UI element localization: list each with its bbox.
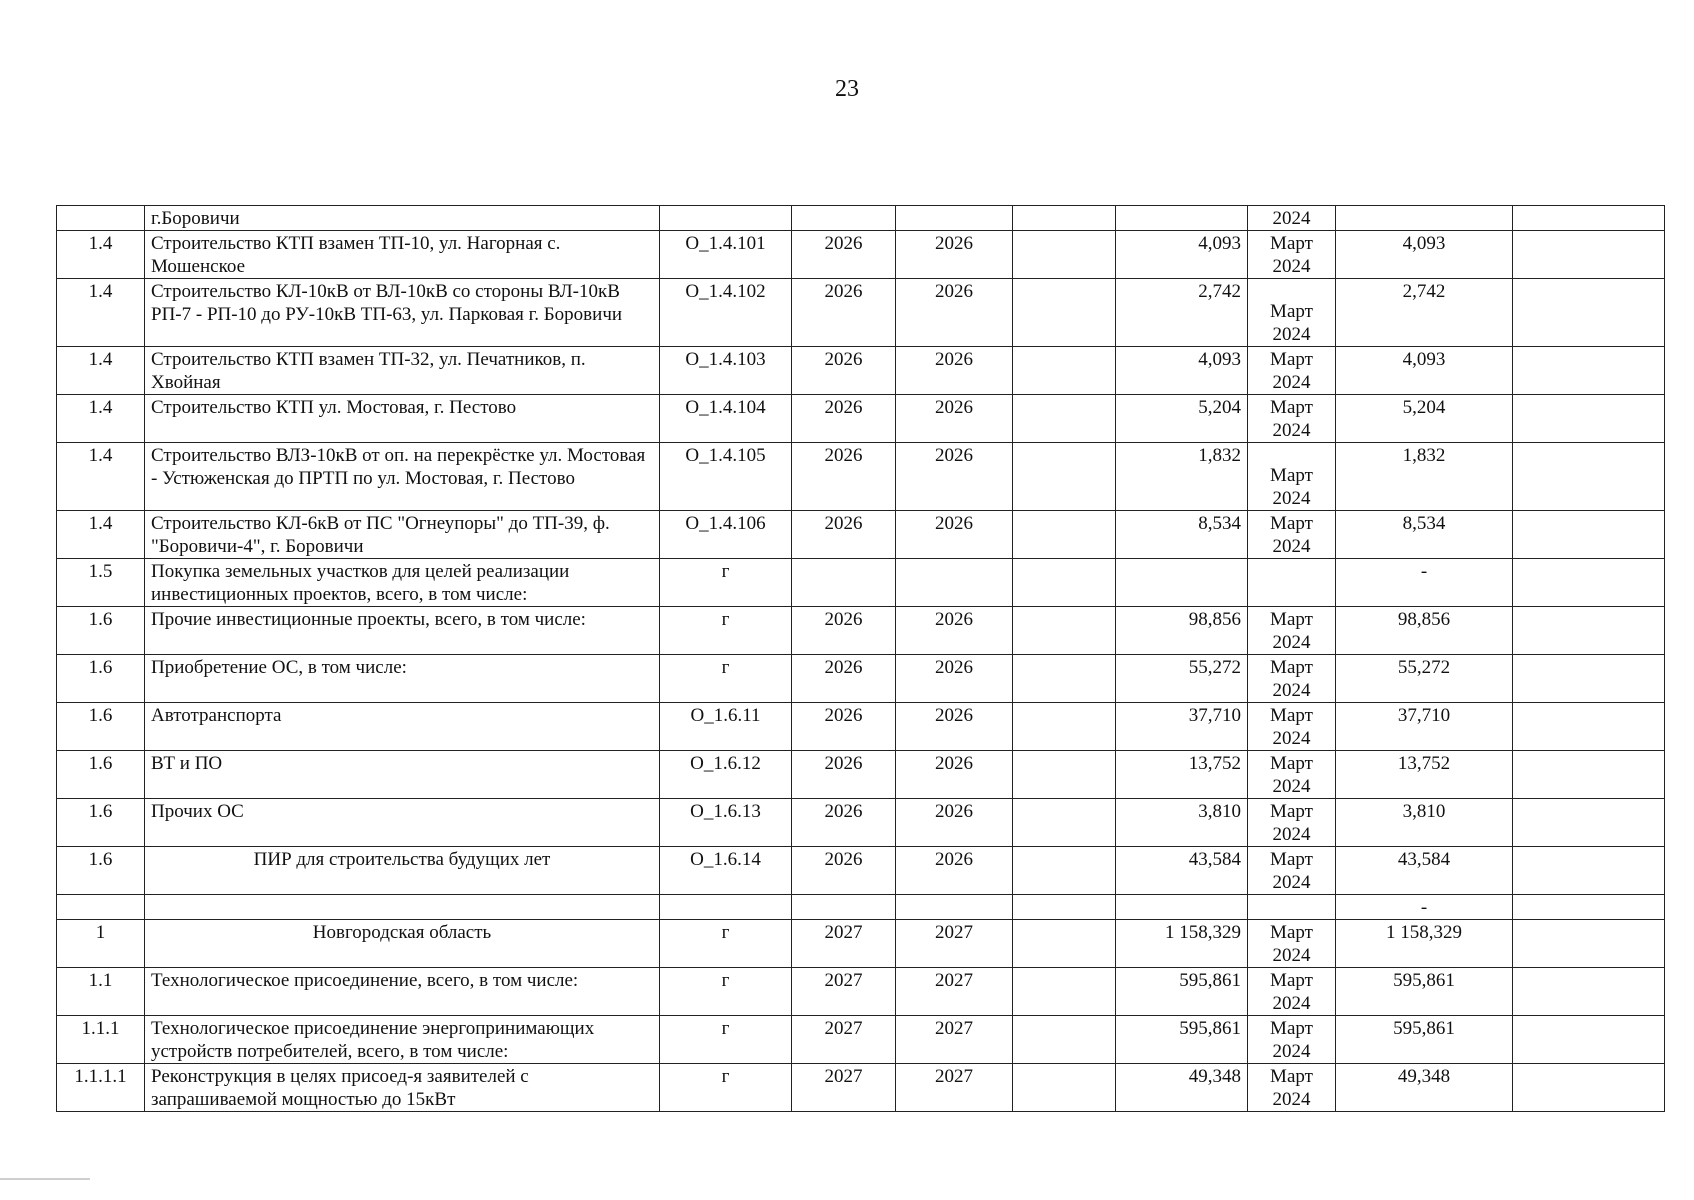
financing-value: 43,584 bbox=[1336, 847, 1513, 895]
cost-value bbox=[1116, 559, 1248, 607]
row-number: 1.1.1 bbox=[57, 1016, 145, 1064]
end-year bbox=[896, 559, 1013, 607]
cost-value: 49,348 bbox=[1116, 1064, 1248, 1112]
project-name: Строительство КЛ-6кВ от ПС "Огнеупоры" до ТП-39, ф. "Боровичи-4", г. Боровичи bbox=[145, 511, 660, 559]
project-code: г bbox=[660, 1064, 792, 1112]
financing-value: 5,204 bbox=[1336, 395, 1513, 443]
start-year: 2027 bbox=[792, 1016, 896, 1064]
project-code: О_1.4.105 bbox=[660, 443, 792, 511]
start-year: 2026 bbox=[792, 511, 896, 559]
end-year: 2027 bbox=[896, 920, 1013, 968]
row-number: 1.6 bbox=[57, 847, 145, 895]
financing-value: 4,093 bbox=[1336, 347, 1513, 395]
table-row bbox=[57, 968, 1665, 1016]
empty-cell bbox=[1013, 655, 1116, 703]
cost-value: 595,861 bbox=[1116, 968, 1248, 1016]
empty-cell bbox=[1013, 511, 1116, 559]
project-code: О_1.6.13 bbox=[660, 799, 792, 847]
table-row bbox=[57, 799, 1665, 847]
empty-cell bbox=[1013, 1016, 1116, 1064]
row-number: 1.5 bbox=[57, 559, 145, 607]
project-name: Автотранспорта bbox=[145, 703, 660, 751]
start-year: 2026 bbox=[792, 231, 896, 279]
start-year bbox=[792, 206, 896, 231]
project-name: Технологическое присоединение, всего, в том числе: bbox=[145, 968, 660, 1016]
price-date: Март 2024 bbox=[1248, 655, 1336, 703]
start-year: 2027 bbox=[792, 968, 896, 1016]
cost-value: 4,093 bbox=[1116, 347, 1248, 395]
table-row bbox=[57, 607, 1665, 655]
start-year: 2026 bbox=[792, 703, 896, 751]
investment-table bbox=[56, 205, 1665, 1112]
notes-cell bbox=[1513, 559, 1665, 607]
financing-value: 595,861 bbox=[1336, 1016, 1513, 1064]
end-year: 2026 bbox=[896, 703, 1013, 751]
start-year: 2026 bbox=[792, 799, 896, 847]
project-name bbox=[145, 895, 660, 920]
price-date: Март 2024 bbox=[1248, 443, 1336, 511]
end-year: 2026 bbox=[896, 655, 1013, 703]
row-number: 1.6 bbox=[57, 751, 145, 799]
cost-value: 8,534 bbox=[1116, 511, 1248, 559]
table-row bbox=[57, 655, 1665, 703]
cost-value: 98,856 bbox=[1116, 607, 1248, 655]
table-body bbox=[57, 206, 1665, 1112]
start-year: 2026 bbox=[792, 395, 896, 443]
project-name: Строительство КТП взамен ТП-32, ул. Печатников, п. Хвойная bbox=[145, 347, 660, 395]
price-date: Март 2024 bbox=[1248, 511, 1336, 559]
notes-cell bbox=[1513, 847, 1665, 895]
cost-value bbox=[1116, 206, 1248, 231]
notes-cell bbox=[1513, 703, 1665, 751]
table-row bbox=[57, 395, 1665, 443]
notes-cell bbox=[1513, 607, 1665, 655]
end-year: 2027 bbox=[896, 1064, 1013, 1112]
cost-value: 55,272 bbox=[1116, 655, 1248, 703]
project-code: О_1.6.12 bbox=[660, 751, 792, 799]
end-year bbox=[896, 206, 1013, 231]
notes-cell bbox=[1513, 279, 1665, 347]
price-date: 2024 bbox=[1248, 206, 1336, 231]
price-date: Март 2024 bbox=[1248, 1016, 1336, 1064]
end-year: 2026 bbox=[896, 847, 1013, 895]
end-year: 2026 bbox=[896, 395, 1013, 443]
financing-value bbox=[1336, 206, 1513, 231]
financing-value: 4,093 bbox=[1336, 231, 1513, 279]
end-year bbox=[896, 895, 1013, 920]
financing-value: 55,272 bbox=[1336, 655, 1513, 703]
cost-value: 37,710 bbox=[1116, 703, 1248, 751]
empty-cell bbox=[1013, 703, 1116, 751]
empty-cell bbox=[1013, 751, 1116, 799]
end-year: 2027 bbox=[896, 968, 1013, 1016]
table-row bbox=[57, 231, 1665, 279]
project-name: г.Боровичи bbox=[145, 206, 660, 231]
project-code bbox=[660, 206, 792, 231]
row-number: 1.4 bbox=[57, 395, 145, 443]
end-year: 2026 bbox=[896, 347, 1013, 395]
table-row bbox=[57, 1016, 1665, 1064]
price-date bbox=[1248, 559, 1336, 607]
financing-value: 49,348 bbox=[1336, 1064, 1513, 1112]
row-number: 1.1.1.1 bbox=[57, 1064, 145, 1112]
financing-value: 1 158,329 bbox=[1336, 920, 1513, 968]
notes-cell bbox=[1513, 395, 1665, 443]
page-number: 23 bbox=[835, 76, 859, 102]
project-code: г bbox=[660, 968, 792, 1016]
cost-value: 1 158,329 bbox=[1116, 920, 1248, 968]
price-date: Март 2024 bbox=[1248, 231, 1336, 279]
empty-cell bbox=[1013, 607, 1116, 655]
project-name: Технологическое присоединение энергопринимающих устройств потребителей, всего, в том числе: bbox=[145, 1016, 660, 1064]
notes-cell bbox=[1513, 347, 1665, 395]
notes-cell bbox=[1513, 920, 1665, 968]
price-date: Март 2024 bbox=[1248, 920, 1336, 968]
cost-value: 2,742 bbox=[1116, 279, 1248, 347]
project-code: О_1.4.104 bbox=[660, 395, 792, 443]
row-number bbox=[57, 895, 145, 920]
project-name: Строительство ВЛЗ-10кВ от оп. на перекрёстке ул. Мостовая - Устюженская до ПРТП по ул. Мостовая, г. Пестово bbox=[145, 443, 660, 511]
table-row bbox=[57, 443, 1665, 511]
table-row bbox=[57, 279, 1665, 347]
project-code bbox=[660, 895, 792, 920]
project-name: Реконструкция в целях присоед-я заявителей с запрашиваемой мощностью до 15кВт bbox=[145, 1064, 660, 1112]
table-row bbox=[57, 895, 1665, 920]
row-number: 1.4 bbox=[57, 347, 145, 395]
row-number: 1.6 bbox=[57, 655, 145, 703]
price-date: Март 2024 bbox=[1248, 847, 1336, 895]
financing-value: 98,856 bbox=[1336, 607, 1513, 655]
row-number: 1.4 bbox=[57, 511, 145, 559]
price-date: Март 2024 bbox=[1248, 751, 1336, 799]
table-row bbox=[57, 206, 1665, 231]
start-year bbox=[792, 895, 896, 920]
row-number bbox=[57, 206, 145, 231]
empty-cell bbox=[1013, 443, 1116, 511]
start-year: 2026 bbox=[792, 751, 896, 799]
project-code: О_1.4.106 bbox=[660, 511, 792, 559]
row-number: 1.1 bbox=[57, 968, 145, 1016]
cost-value: 13,752 bbox=[1116, 751, 1248, 799]
row-number: 1.6 bbox=[57, 799, 145, 847]
notes-cell bbox=[1513, 1064, 1665, 1112]
table-row bbox=[57, 559, 1665, 607]
empty-cell bbox=[1013, 799, 1116, 847]
empty-cell bbox=[1013, 968, 1116, 1016]
notes-cell bbox=[1513, 206, 1665, 231]
financing-value: 595,861 bbox=[1336, 968, 1513, 1016]
table-row bbox=[57, 751, 1665, 799]
project-name: Строительство КТП взамен ТП-10, ул. Нагорная с. Мошенское bbox=[145, 231, 660, 279]
end-year: 2027 bbox=[896, 1016, 1013, 1064]
cost-value: 43,584 bbox=[1116, 847, 1248, 895]
financing-value: 3,810 bbox=[1336, 799, 1513, 847]
price-date: Март 2024 bbox=[1248, 799, 1336, 847]
start-year: 2026 bbox=[792, 847, 896, 895]
cost-value: 3,810 bbox=[1116, 799, 1248, 847]
cost-value: 4,093 bbox=[1116, 231, 1248, 279]
financing-value: 2,742 bbox=[1336, 279, 1513, 347]
financing-value: - bbox=[1336, 559, 1513, 607]
table-row bbox=[57, 511, 1665, 559]
empty-cell bbox=[1013, 231, 1116, 279]
cost-value: 1,832 bbox=[1116, 443, 1248, 511]
notes-cell bbox=[1513, 231, 1665, 279]
project-code: г bbox=[660, 1016, 792, 1064]
scan-artifact bbox=[0, 1178, 90, 1180]
cost-value bbox=[1116, 895, 1248, 920]
start-year: 2026 bbox=[792, 655, 896, 703]
start-year: 2026 bbox=[792, 279, 896, 347]
empty-cell bbox=[1013, 847, 1116, 895]
project-code: О_1.4.103 bbox=[660, 347, 792, 395]
project-name: Строительство КТП ул. Мостовая, г. Пестово bbox=[145, 395, 660, 443]
empty-cell bbox=[1013, 920, 1116, 968]
empty-cell bbox=[1013, 347, 1116, 395]
row-number: 1.4 bbox=[57, 443, 145, 511]
project-code: О_1.6.14 bbox=[660, 847, 792, 895]
end-year: 2026 bbox=[896, 231, 1013, 279]
end-year: 2026 bbox=[896, 443, 1013, 511]
start-year: 2027 bbox=[792, 920, 896, 968]
price-date: Март 2024 bbox=[1248, 347, 1336, 395]
project-code: г bbox=[660, 655, 792, 703]
price-date: Март 2024 bbox=[1248, 703, 1336, 751]
start-year: 2026 bbox=[792, 347, 896, 395]
table-row bbox=[57, 1064, 1665, 1112]
start-year: 2026 bbox=[792, 443, 896, 511]
project-code: О_1.6.11 bbox=[660, 703, 792, 751]
notes-cell bbox=[1513, 1016, 1665, 1064]
financing-value: 1,832 bbox=[1336, 443, 1513, 511]
project-name: ВТ и ПО bbox=[145, 751, 660, 799]
price-date: Март 2024 bbox=[1248, 279, 1336, 347]
price-date: Март 2024 bbox=[1248, 1064, 1336, 1112]
project-name: ПИР для строительства будущих лет bbox=[145, 847, 660, 895]
table-row bbox=[57, 347, 1665, 395]
table-row bbox=[57, 703, 1665, 751]
notes-cell bbox=[1513, 968, 1665, 1016]
start-year: 2027 bbox=[792, 1064, 896, 1112]
table-row bbox=[57, 847, 1665, 895]
start-year bbox=[792, 559, 896, 607]
project-name: Покупка земельных участков для целей реализации инвестиционных проектов, всего, в том числе: bbox=[145, 559, 660, 607]
end-year: 2026 bbox=[896, 607, 1013, 655]
project-name: Приобретение ОС, в том числе: bbox=[145, 655, 660, 703]
project-code: г bbox=[660, 559, 792, 607]
end-year: 2026 bbox=[896, 511, 1013, 559]
start-year: 2026 bbox=[792, 607, 896, 655]
row-number: 1.6 bbox=[57, 703, 145, 751]
project-code: г bbox=[660, 607, 792, 655]
project-name: Новгородская область bbox=[145, 920, 660, 968]
empty-cell bbox=[1013, 559, 1116, 607]
price-date bbox=[1248, 895, 1336, 920]
price-date: Март 2024 bbox=[1248, 607, 1336, 655]
financing-value: 8,534 bbox=[1336, 511, 1513, 559]
project-code: г bbox=[660, 920, 792, 968]
notes-cell bbox=[1513, 655, 1665, 703]
notes-cell bbox=[1513, 799, 1665, 847]
row-number: 1.6 bbox=[57, 607, 145, 655]
row-number: 1.4 bbox=[57, 231, 145, 279]
notes-cell bbox=[1513, 751, 1665, 799]
project-code: О_1.4.101 bbox=[660, 231, 792, 279]
end-year: 2026 bbox=[896, 279, 1013, 347]
row-number: 1 bbox=[57, 920, 145, 968]
notes-cell bbox=[1513, 895, 1665, 920]
financing-value: - bbox=[1336, 895, 1513, 920]
empty-cell bbox=[1013, 279, 1116, 347]
empty-cell bbox=[1013, 395, 1116, 443]
price-date: Март 2024 bbox=[1248, 395, 1336, 443]
notes-cell bbox=[1513, 511, 1665, 559]
price-date: Март 2024 bbox=[1248, 968, 1336, 1016]
notes-cell bbox=[1513, 443, 1665, 511]
empty-cell bbox=[1013, 895, 1116, 920]
table-row bbox=[57, 920, 1665, 968]
project-name: Прочие инвестиционные проекты, всего, в том числе: bbox=[145, 607, 660, 655]
cost-value: 595,861 bbox=[1116, 1016, 1248, 1064]
cost-value: 5,204 bbox=[1116, 395, 1248, 443]
project-code: О_1.4.102 bbox=[660, 279, 792, 347]
financing-value: 13,752 bbox=[1336, 751, 1513, 799]
end-year: 2026 bbox=[896, 799, 1013, 847]
project-name: Прочих ОС bbox=[145, 799, 660, 847]
project-name: Строительство КЛ-10кВ от ВЛ-10кВ со стороны ВЛ-10кВ РП-7 - РП-10 до РУ-10кВ ТП-63, ул. Парковая г. Боровичи bbox=[145, 279, 660, 347]
row-number: 1.4 bbox=[57, 279, 145, 347]
end-year: 2026 bbox=[896, 751, 1013, 799]
financing-value: 37,710 bbox=[1336, 703, 1513, 751]
empty-cell bbox=[1013, 206, 1116, 231]
empty-cell bbox=[1013, 1064, 1116, 1112]
